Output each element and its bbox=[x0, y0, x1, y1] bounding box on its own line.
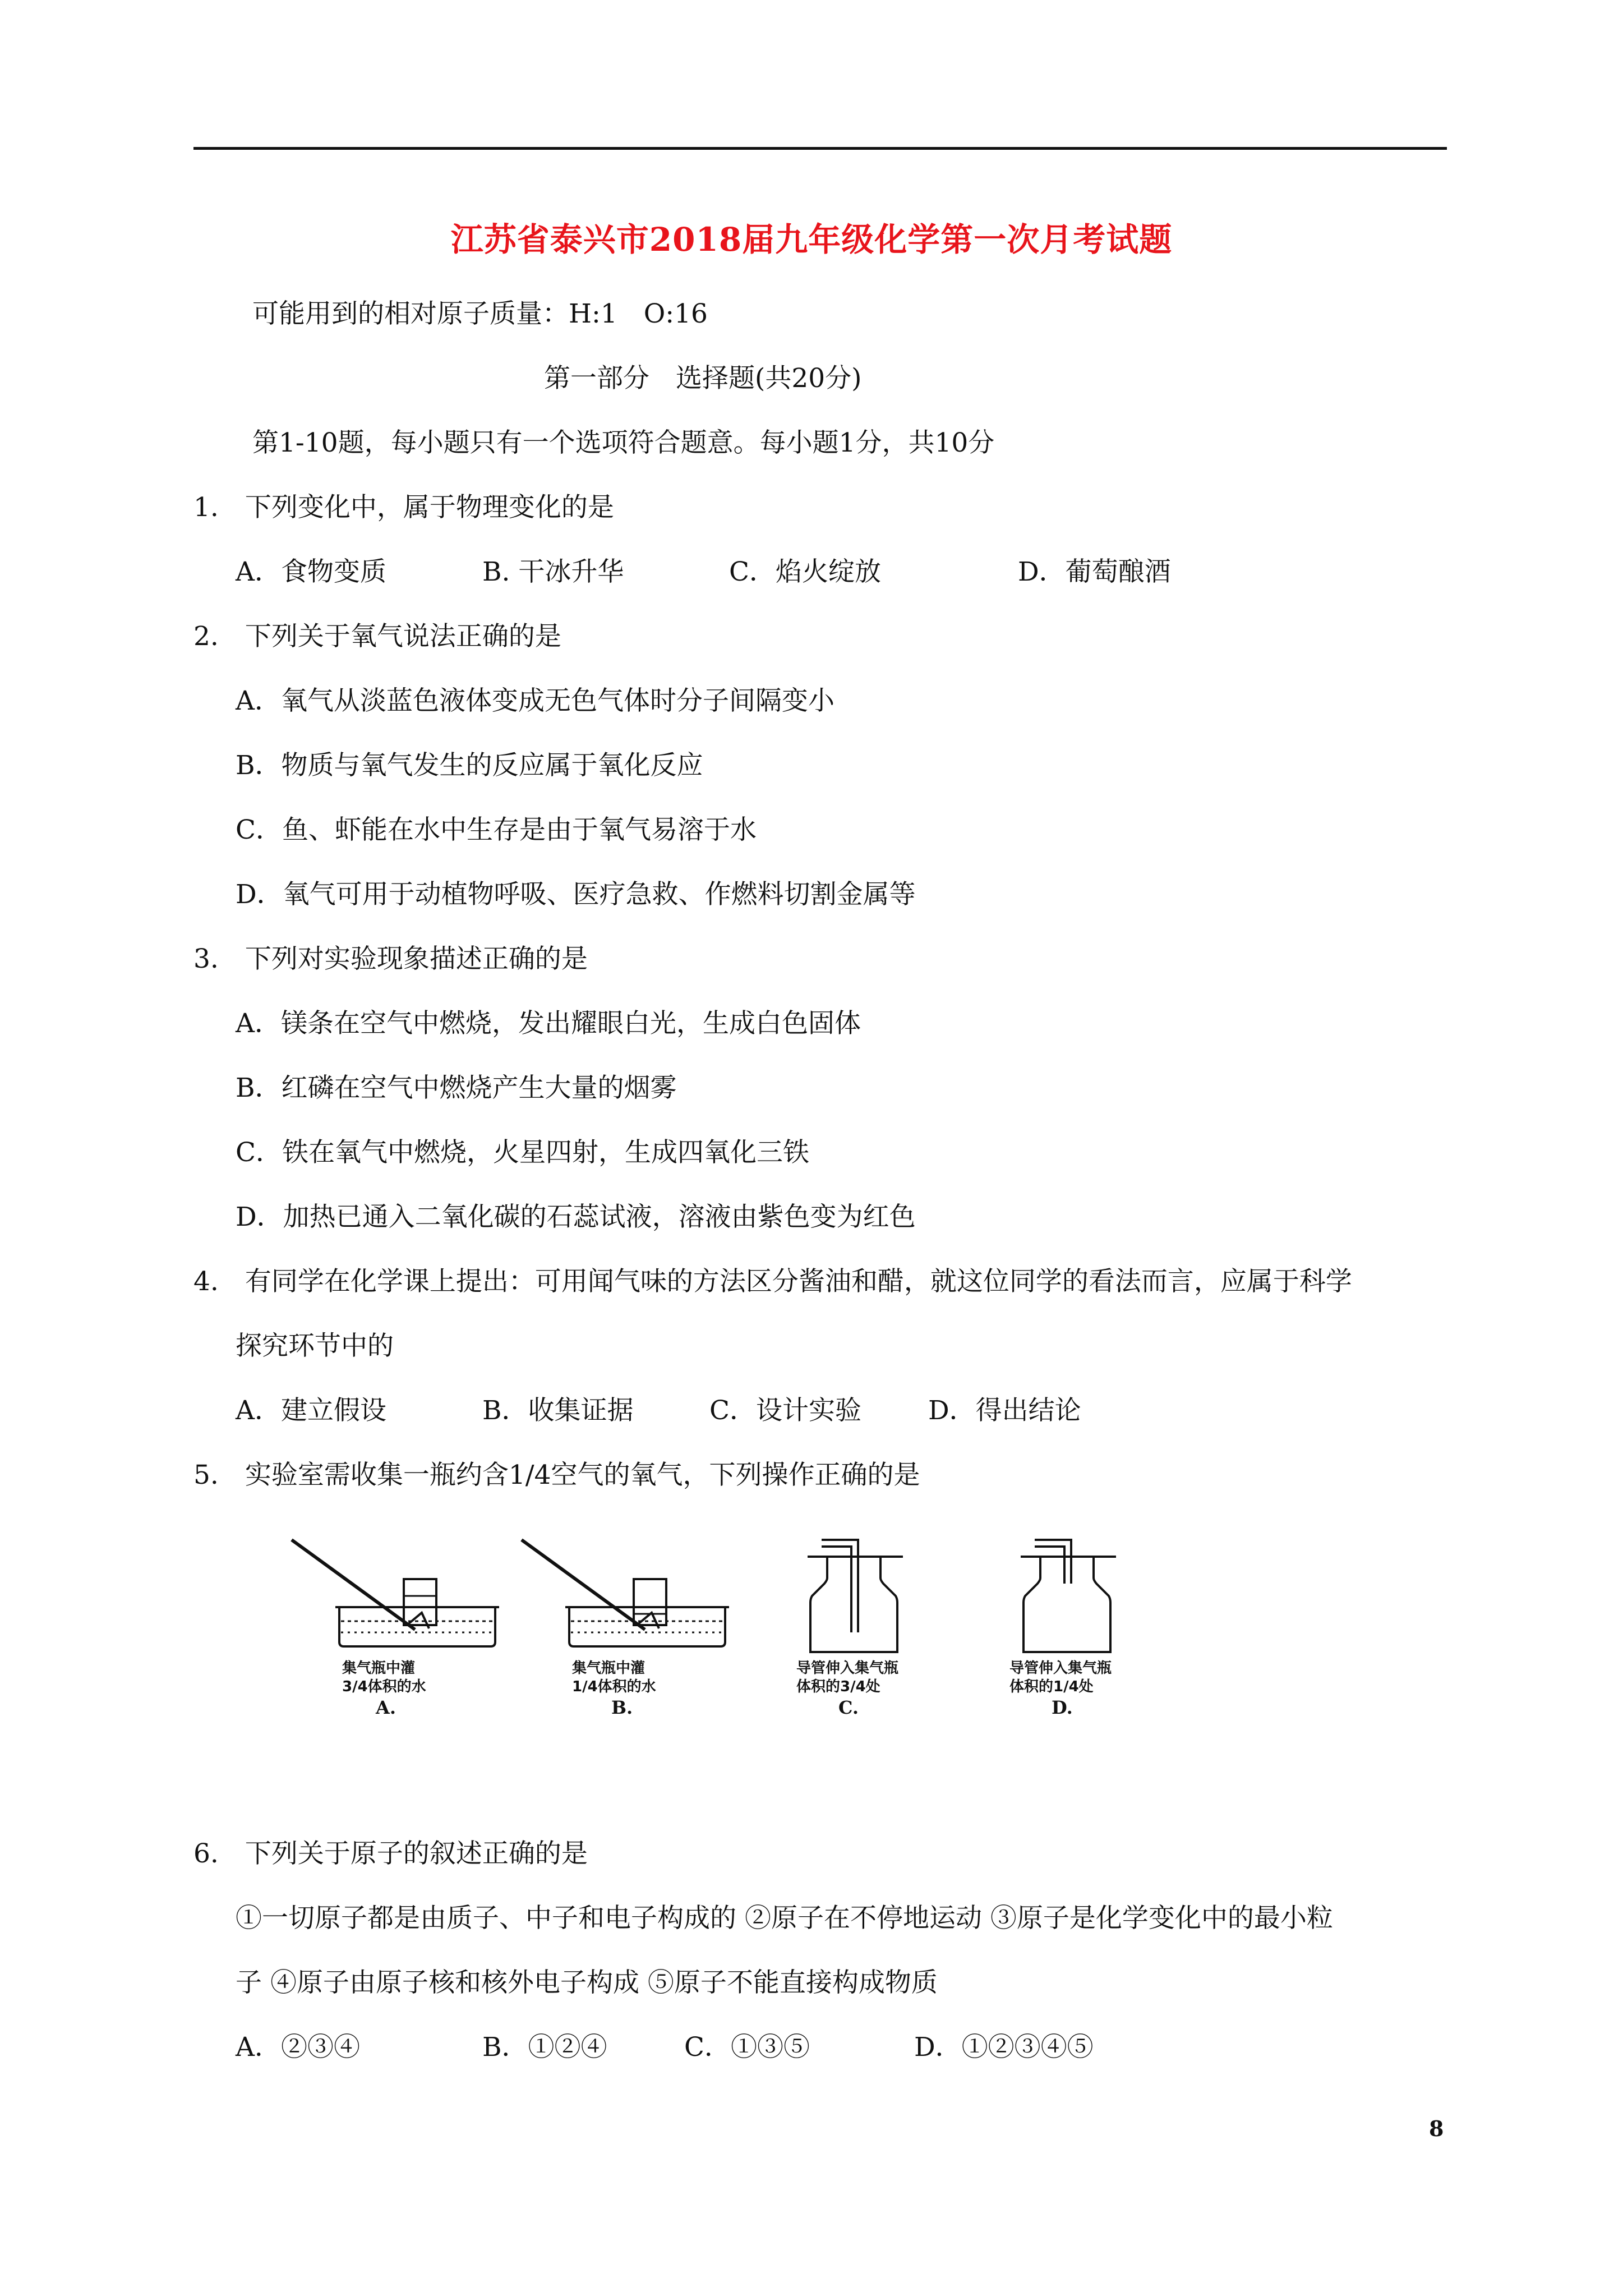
question-6-statements-2: 子 ④原子由原子核和核外电子构成 ⑤原子不能直接构成物质 bbox=[236, 1967, 938, 1998]
question-1-stem: 1. 下列变化中，属于物理变化的是 bbox=[193, 492, 614, 523]
question-6-option-c[interactable]: C．①③⑤ bbox=[684, 2032, 810, 2063]
figure-d-caption-2: 体积的1/4处 bbox=[1009, 1678, 1094, 1695]
figure-a-caption-1: 集气瓶中灌 bbox=[342, 1660, 416, 1677]
atomic-mass-note: 可能用到的相对原子质量：H:1 O:16 bbox=[252, 298, 708, 329]
figure-a-letter: A. bbox=[376, 1697, 396, 1718]
question-3-option-d[interactable]: D．加热已通入二氧化碳的石蕊试液，溶液由紫色变为红色 bbox=[236, 1202, 916, 1232]
question-6-stem: 6. 下列关于原子的叙述正确的是 bbox=[193, 1838, 588, 1869]
figure-d-caption-1: 导管伸入集气瓶 bbox=[1009, 1660, 1112, 1677]
figure-b-apparatus bbox=[522, 1540, 729, 1646]
question-4-stem-cont: 探究环节中的 bbox=[236, 1331, 394, 1361]
figure-b-caption-1: 集气瓶中灌 bbox=[572, 1660, 645, 1677]
figure-c-caption-1: 导管伸入集气瓶 bbox=[796, 1660, 899, 1677]
page-title: 江苏省泰兴市2018届九年级化学第一次月考试题 bbox=[450, 220, 1173, 259]
figure-c-apparatus bbox=[808, 1540, 903, 1652]
gas-collection-figure bbox=[275, 1517, 1228, 1719]
question-1-option-b[interactable]: B. 干冰升华 bbox=[482, 556, 624, 587]
question-5-stem: 5. 实验室需收集一瓶约含1/4空气的氧气，下列操作正确的是 bbox=[193, 1460, 920, 1490]
instructions: 第1-10题，每小题只有一个选项符合题意。每小题1分，共10分 bbox=[252, 427, 995, 458]
question-1-option-c[interactable]: C．焰火绽放 bbox=[729, 556, 881, 587]
figure-c-caption-2: 体积的3/4处 bbox=[796, 1678, 880, 1695]
figure-a-apparatus bbox=[292, 1540, 499, 1646]
question-4-option-a[interactable]: A．建立假设 bbox=[236, 1395, 386, 1426]
figure-a-caption-2: 3/4体积的水 bbox=[342, 1678, 426, 1695]
question-3-option-c[interactable]: C．铁在氧气中燃烧，火星四射，生成四氧化三铁 bbox=[236, 1137, 809, 1168]
question-4-option-c[interactable]: C．设计实验 bbox=[709, 1395, 861, 1426]
page-number: 8 bbox=[1429, 2116, 1444, 2141]
question-2-option-a[interactable]: A．氧气从淡蓝色液体变成无色气体时分子间隔变小 bbox=[236, 685, 834, 716]
question-1-option-d[interactable]: D．葡萄酿酒 bbox=[1018, 556, 1171, 587]
section-heading: 第一部分 选择题(共20分) bbox=[544, 363, 862, 394]
question-6-statements-1: ①一切原子都是由质子、中子和电子构成的 ②原子在不停地运动 ③原子是化学变化中的最小粒 bbox=[236, 1903, 1333, 1934]
question-2-stem: 2. 下列关于氧气说法正确的是 bbox=[193, 621, 561, 652]
question-6-option-d[interactable]: D．①②③④⑤ bbox=[914, 2032, 1094, 2063]
question-3-option-a[interactable]: A．镁条在空气中燃烧，发出耀眼白光，生成白色固体 bbox=[236, 1008, 861, 1039]
question-1-option-a[interactable]: A．食物变质 bbox=[236, 556, 386, 587]
question-4-stem: 4. 有同学在化学课上提出：可用闻气味的方法区分酱油和醋，就这位同学的看法而言，应属于科学 bbox=[193, 1266, 1352, 1297]
question-3-stem: 3. 下列对实验现象描述正确的是 bbox=[193, 944, 588, 974]
question-6-option-b[interactable]: B．①②④ bbox=[482, 2032, 607, 2063]
question-2-option-c[interactable]: C．鱼、虾能在水中生存是由于氧气易溶于水 bbox=[236, 815, 757, 845]
question-2-option-b[interactable]: B．物质与氧气发生的反应属于氧化反应 bbox=[236, 750, 703, 781]
figure-c-letter: C. bbox=[838, 1697, 859, 1718]
question-3-option-b[interactable]: B．红磷在空气中燃烧产生大量的烟雾 bbox=[236, 1073, 677, 1103]
gas-collection-diagram bbox=[275, 1517, 1228, 1719]
figure-b-caption-2: 1/4体积的水 bbox=[572, 1678, 656, 1695]
question-2-option-d[interactable]: D．氧气可用于动植物呼吸、医疗急救、作燃料切割金属等 bbox=[236, 879, 916, 910]
header-rule bbox=[193, 147, 1447, 150]
question-4-option-d[interactable]: D．得出结论 bbox=[928, 1395, 1081, 1426]
figure-d-apparatus bbox=[1021, 1540, 1116, 1652]
question-6-option-a[interactable]: A．②③④ bbox=[236, 2032, 360, 2063]
question-4-option-b[interactable]: B．收集证据 bbox=[482, 1395, 634, 1426]
figure-d-letter: D. bbox=[1052, 1697, 1073, 1718]
figure-b-letter: B. bbox=[611, 1697, 633, 1718]
